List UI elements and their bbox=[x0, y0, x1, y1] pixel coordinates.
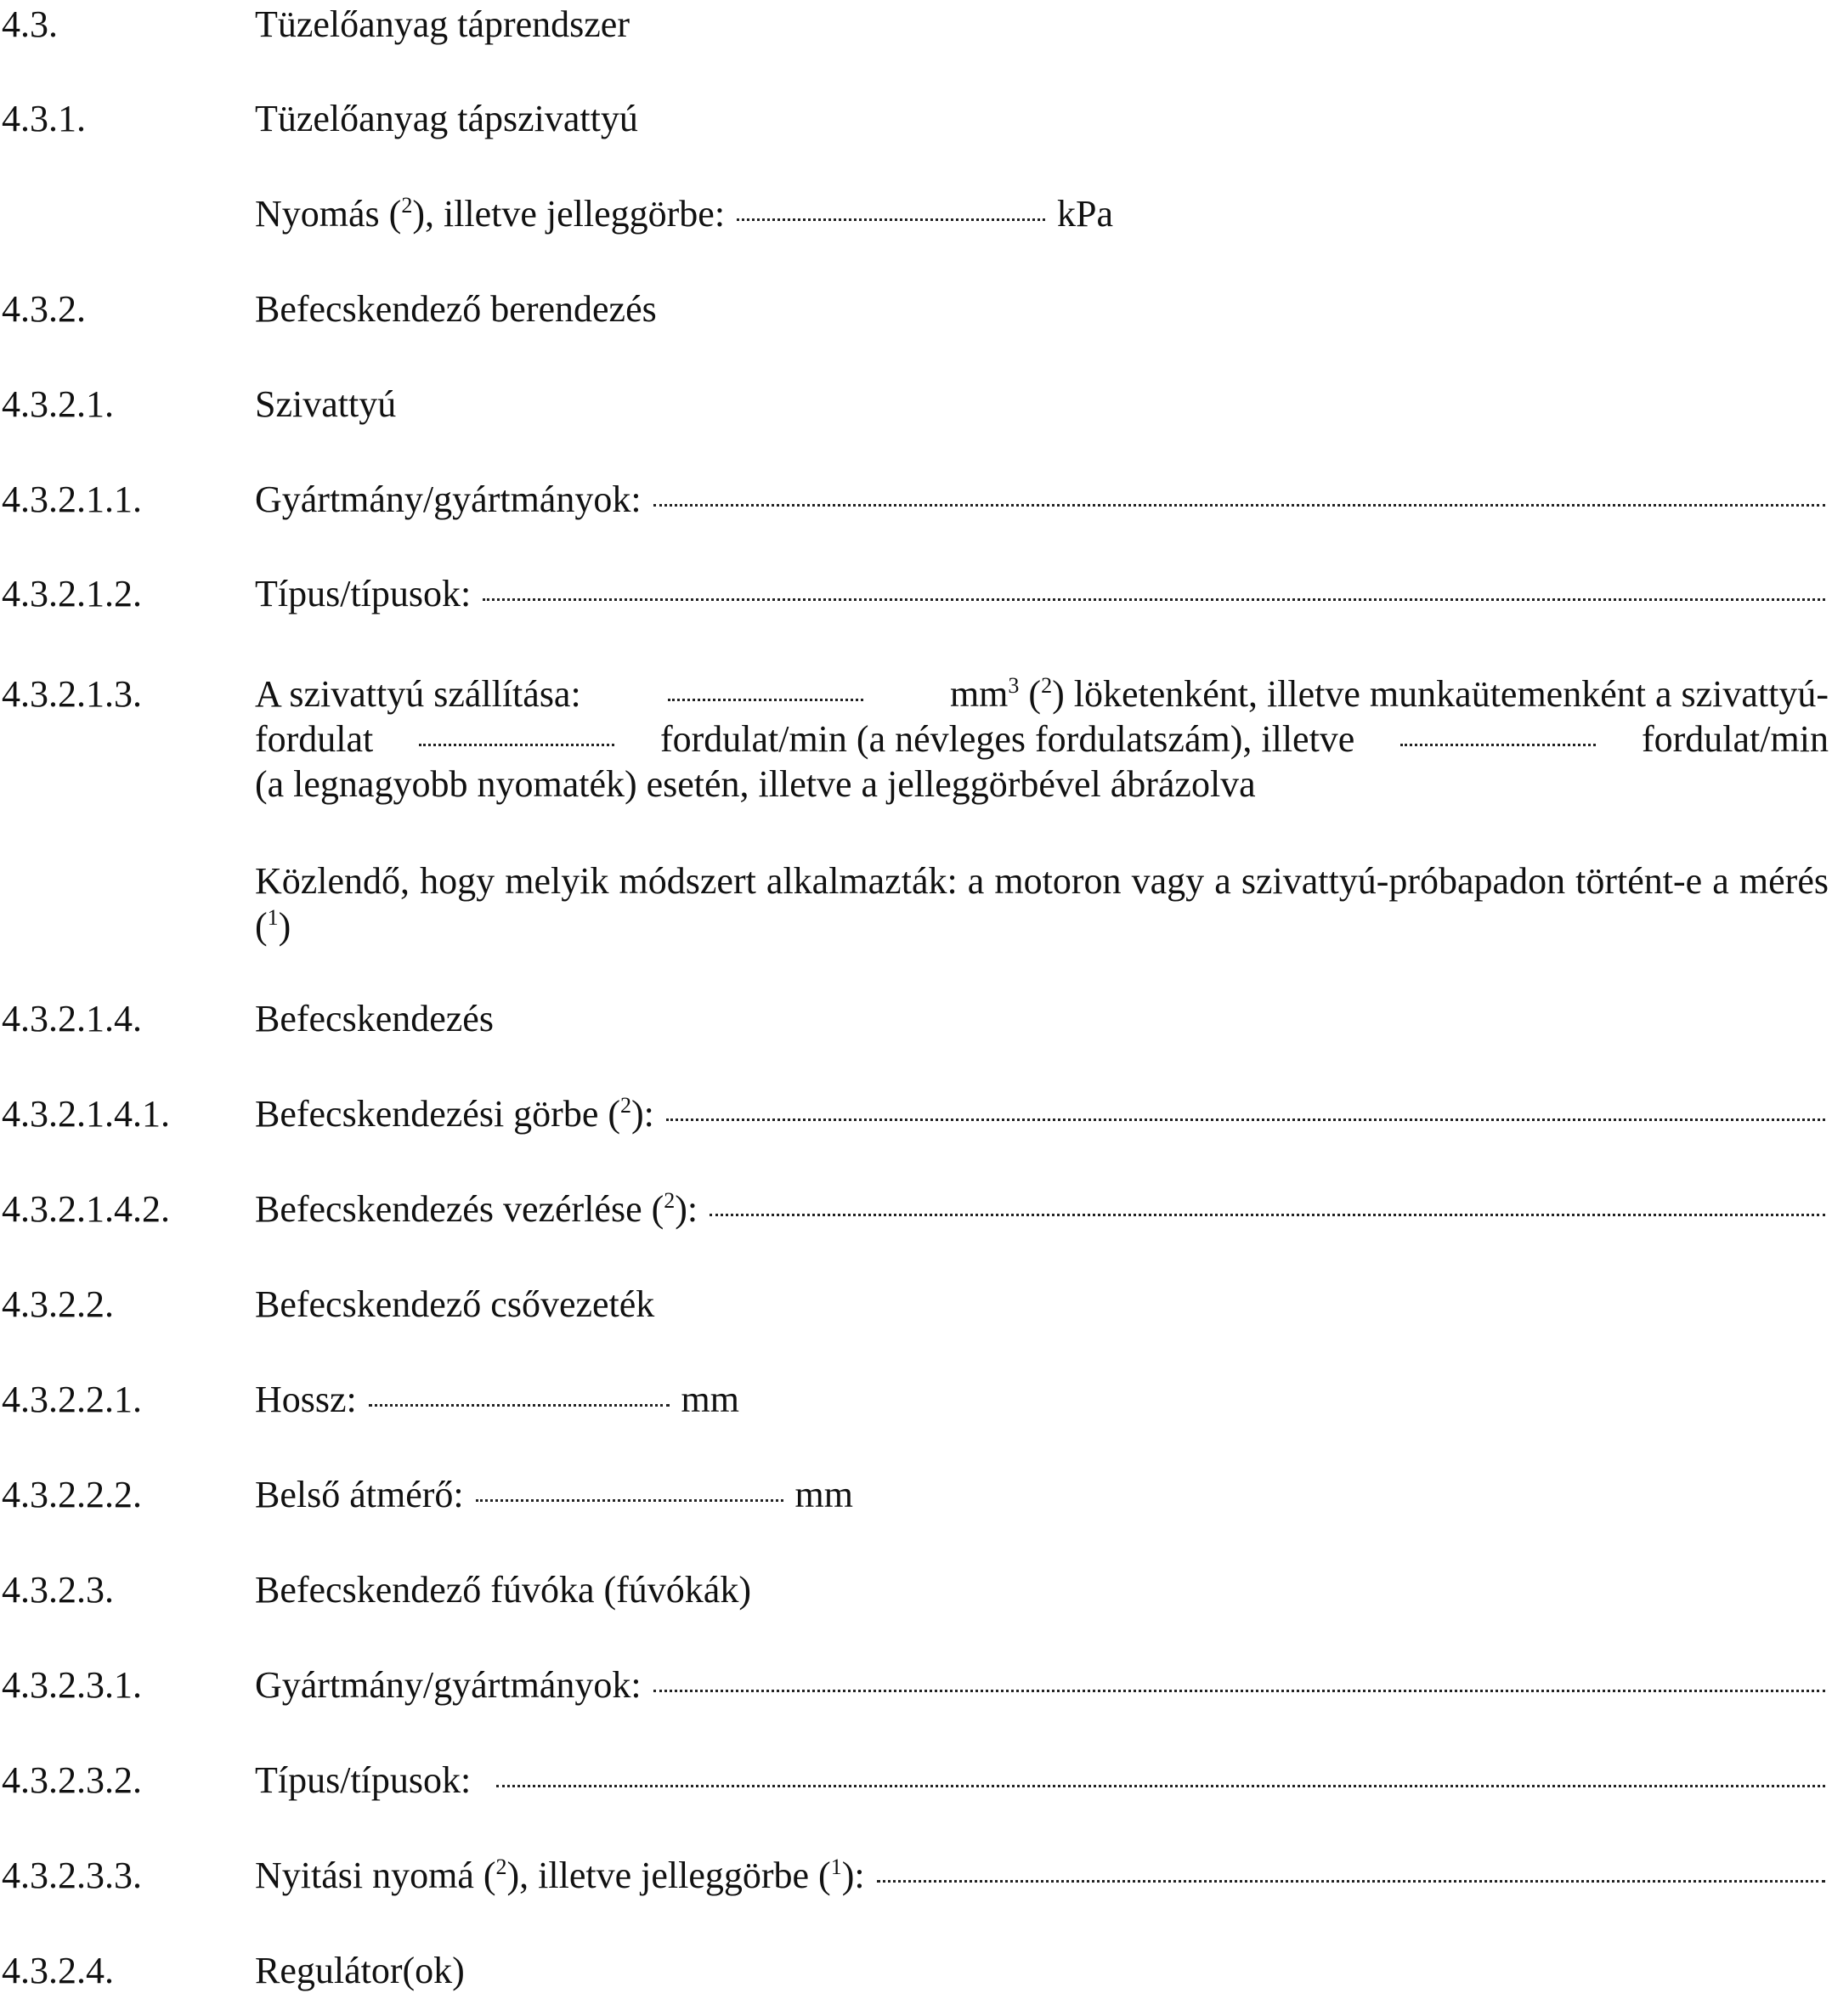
delivery-fill-field[interactable] bbox=[668, 699, 863, 701]
delivery-line-3: (a legnagyobb nyomaték) esetén, illetve a jelleggörbével ábrázolva bbox=[255, 763, 1256, 805]
unit-label: mm bbox=[681, 1379, 739, 1420]
section-4-3-2-4 bbox=[0, 1948, 1832, 1993]
section-title: Tüzelőanyag tápszivattyú bbox=[255, 98, 638, 139]
section-4-3-2-3 bbox=[0, 1567, 1832, 1612]
section-number: 4.3.2.1.4.1. bbox=[2, 1093, 170, 1135]
section-number: 4.3.2.2. bbox=[2, 1283, 114, 1325]
section-4-3-2-3-1 bbox=[0, 1662, 1832, 1707]
section-4-3-1 bbox=[0, 96, 1832, 141]
injection-control-fill-field[interactable] bbox=[710, 1214, 1825, 1216]
nozzle-make-fill-field[interactable] bbox=[653, 1690, 1825, 1692]
section-number: 4.3.2.1.4.2. bbox=[2, 1188, 170, 1230]
torque-speed-fill-field[interactable] bbox=[1400, 744, 1596, 746]
field-label: Befecskendezési görbe ($^2$): bbox=[255, 1093, 654, 1135]
section-title: Regulátor(ok) bbox=[255, 1950, 465, 1991]
section-number: 4.3.2.1.1. bbox=[2, 479, 142, 520]
field-label: Befecskendezés vezérlése ($^2$): bbox=[255, 1188, 698, 1230]
section-number: 4.3.2.3.3. bbox=[2, 1855, 142, 1896]
inner-diameter-fill-field[interactable] bbox=[476, 1499, 783, 1502]
field-label: Hossz: bbox=[255, 1379, 357, 1420]
section-4-3-2-1-3 bbox=[0, 671, 1832, 807]
section-title: Befecskendező fúvóka (fúvókák) bbox=[255, 1569, 751, 1611]
section-title: Befecskendező csővezeték bbox=[255, 1283, 655, 1325]
field-label: Típus/típusok: bbox=[255, 573, 472, 614]
section-number: 4.3.2.1.2. bbox=[2, 573, 142, 614]
field-label: Gyártmány/gyártmányok: bbox=[255, 479, 642, 520]
type-fill-field[interactable] bbox=[483, 598, 1825, 601]
section-title: Befecskendező berendezés bbox=[255, 288, 657, 330]
section-title: Tüzelőanyag táprendszer bbox=[255, 3, 630, 45]
speed-fill-field[interactable] bbox=[419, 744, 614, 746]
section-4-3-2-2 bbox=[0, 1282, 1832, 1327]
pressure-row bbox=[0, 191, 1832, 236]
section-4-3-2-1-1 bbox=[0, 477, 1832, 522]
injection-curve-fill-field[interactable] bbox=[666, 1118, 1825, 1121]
field-label: Nyitási nyomá ($^2$), illetve jelleggörbe ($^1$): bbox=[255, 1855, 865, 1896]
section-title: Szivattyú bbox=[255, 383, 397, 425]
section-number: 4.3.1. bbox=[2, 98, 86, 139]
unit-label: mm bbox=[794, 1474, 853, 1515]
length-fill-field[interactable] bbox=[369, 1404, 670, 1407]
section-4-3-2-2-2 bbox=[0, 1472, 1832, 1517]
section-4-3-2-1-4 bbox=[0, 996, 1832, 1041]
field-label: Gyártmány/gyártmányok: bbox=[255, 1664, 642, 1706]
section-number: 4.3.2.1.3. bbox=[2, 673, 142, 715]
section-number: 4.3.2.3.1. bbox=[2, 1664, 142, 1706]
pressure-unit: kPa bbox=[1057, 193, 1113, 235]
section-4-3 bbox=[0, 2, 1832, 47]
section-4-3-2-1 bbox=[0, 382, 1832, 427]
pressure-label: Nyomás ($^2$), illetve jelleggörbe: bbox=[255, 193, 726, 235]
method-note: Közlendő, hogy melyik módszert alkalmazták: a motoron vagy a szivattyú-próbapadon történt-e a mérés ($^1$) bbox=[255, 860, 1829, 947]
section-number: 4.3.2.1. bbox=[2, 383, 114, 425]
pressure-fill-field[interactable] bbox=[737, 218, 1045, 221]
section-number: 4.3. bbox=[2, 3, 58, 45]
section-4-3-2 bbox=[0, 286, 1832, 331]
section-number: 4.3.2. bbox=[2, 288, 86, 330]
section-4-3-2-2-1 bbox=[0, 1377, 1832, 1422]
section-number: 4.3.2.3. bbox=[2, 1569, 114, 1611]
section-4-3-2-1-4-2 bbox=[0, 1186, 1832, 1232]
section-number: 4.3.2.2.2. bbox=[2, 1474, 142, 1515]
nozzle-type-fill-field[interactable] bbox=[496, 1785, 1825, 1787]
delivery-line-1: A szivattyú szállítása: $mm^3$ ($^2$) löketenként, illetve munkaütemenként a szivattyú- bbox=[255, 673, 1829, 715]
field-label: Típus/típusok: bbox=[255, 1759, 472, 1801]
opening-pressure-fill-field[interactable] bbox=[877, 1880, 1825, 1883]
field-label: Belső átmérő: bbox=[255, 1474, 464, 1515]
section-number: 4.3.2.3.2. bbox=[2, 1759, 142, 1801]
section-4-3-2-3-3 bbox=[0, 1853, 1832, 1898]
section-title: Befecskendezés bbox=[255, 998, 494, 1039]
make-fill-field[interactable] bbox=[653, 504, 1825, 507]
section-number: 4.3.2.1.4. bbox=[2, 998, 142, 1039]
section-number: 4.3.2.2.1. bbox=[2, 1379, 142, 1420]
section-4-3-2-1-4-1 bbox=[0, 1091, 1832, 1136]
section-4-3-2-1-2 bbox=[0, 571, 1832, 616]
section-number: 4.3.2.4. bbox=[2, 1950, 114, 1991]
delivery-line-2: fordulat fordulat/min (a névleges fordulatszám), illetve fordulat/min bbox=[255, 718, 1829, 760]
section-4-3-2-3-2 bbox=[0, 1758, 1832, 1803]
